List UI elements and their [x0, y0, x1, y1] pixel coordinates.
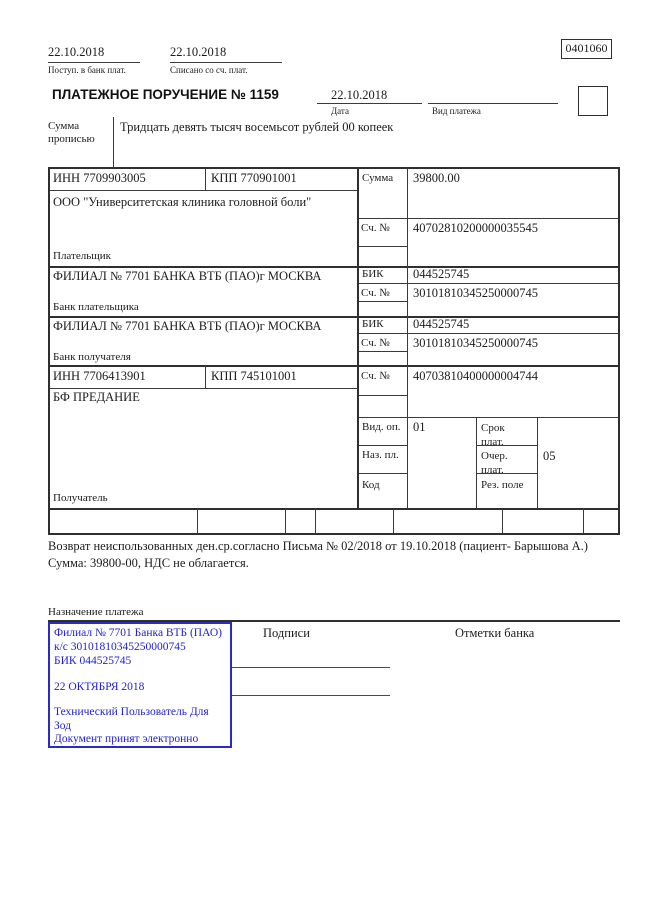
- table-border: [357, 333, 620, 334]
- form-code-box: 0401060: [561, 39, 612, 59]
- bank-marks-label: Отметки банка: [455, 626, 535, 640]
- payee-bank-bik-label: БИК: [362, 318, 384, 330]
- amount-label: Сумма: [362, 172, 394, 184]
- amount-value: 39800.00: [413, 171, 460, 185]
- payee-account-label: Сч. №: [361, 370, 390, 382]
- payee-name: БФ ПРЕДАНИЕ: [53, 390, 140, 404]
- signatures-label: Подписи: [263, 626, 310, 640]
- signature-line-1: [232, 667, 390, 668]
- payee-inn: ИНН 7706413901: [53, 369, 146, 383]
- payment-type-underline: [428, 103, 558, 104]
- received-date: 22.10.2018: [48, 45, 105, 59]
- tax-row-divider: [197, 508, 198, 533]
- table-border: [476, 417, 477, 508]
- tax-row-divider: [285, 508, 286, 533]
- payee-bank-name: ФИЛИАЛ № 7701 БАНКА ВТБ (ПАО)г МОСКВА: [53, 319, 322, 333]
- amount-words-label-2: прописью: [48, 133, 95, 145]
- op-type-label: Вид. оп.: [362, 421, 401, 433]
- stamp-bik: БИК 044525745: [54, 655, 132, 667]
- payer-bank-account: 30101810345250000745: [413, 286, 538, 300]
- payment-type-label: Вид платежа: [432, 106, 481, 116]
- table-border: [48, 316, 620, 318]
- table-border: [205, 167, 206, 190]
- table-border: [407, 167, 408, 508]
- payee-account: 40703810400000004744: [413, 369, 538, 383]
- table-border: [48, 190, 357, 191]
- table-border: [48, 266, 620, 268]
- payee-section-label: Получатель: [53, 492, 108, 504]
- payer-section-label: Плательщик: [53, 250, 111, 262]
- payee-bank-section-label: Банк получателя: [53, 351, 131, 363]
- document-title: ПЛАТЕЖНОЕ ПОРУЧЕНИЕ № 1159: [52, 87, 279, 102]
- payee-bank-account: 30101810345250000745: [413, 336, 538, 350]
- debited-date-label: Списано со сч. плат.: [170, 65, 248, 75]
- table-border: [618, 167, 620, 535]
- table-border: [48, 365, 620, 367]
- payee-bank-account-label: Сч. №: [361, 337, 390, 349]
- purpose-line-2: Сумма: 39800-00, НДС не облагается.: [48, 556, 249, 570]
- table-border: [357, 218, 620, 219]
- tax-row-divider: [315, 508, 316, 533]
- table-border: [357, 395, 407, 396]
- payer-account: 40702810200000035545: [413, 221, 538, 235]
- amount-words-label-1: Сумма: [48, 120, 80, 132]
- payer-bank-bik: 044525745: [413, 267, 470, 281]
- table-border: [205, 365, 206, 388]
- table-border: [48, 167, 50, 535]
- table-border: [357, 417, 620, 418]
- table-border: [537, 417, 538, 508]
- pay-term-label: Срок плат.: [481, 422, 505, 449]
- payer-account-label: Сч. №: [361, 222, 390, 234]
- payer-name: ООО "Университетская клиника головной боли": [53, 195, 312, 209]
- table-border: [48, 388, 357, 389]
- payer-inn: ИНН 7709903005: [53, 171, 146, 185]
- table-border: [48, 167, 620, 169]
- table-border: [357, 351, 407, 352]
- reserve-field-label: Рез. поле: [481, 479, 524, 491]
- table-border: [48, 533, 620, 535]
- amount-in-words: Тридцать девять тысяч восемьсот рублей 00 копеек: [120, 120, 394, 134]
- payer-bank-section-label: Банк плательщика: [53, 301, 139, 313]
- status-checkbox: [578, 86, 608, 116]
- stamp-bank-name: Филиал № 7701 Банка ВТБ (ПАО): [54, 627, 222, 639]
- table-border: [357, 283, 620, 284]
- payer-bank-account-label: Сч. №: [361, 287, 390, 299]
- debited-date: 22.10.2018: [170, 45, 227, 59]
- op-type-value: 01: [413, 420, 426, 434]
- code-label: Код: [362, 479, 380, 491]
- priority-value: 05: [543, 449, 556, 463]
- tax-row-divider: [583, 508, 584, 533]
- stamp-date: 22 ОКТЯБРЯ 2018: [54, 681, 145, 693]
- table-border: [357, 301, 407, 302]
- purpose-code-label: Наз. пл.: [362, 449, 399, 461]
- amount-words-divider: [113, 117, 114, 167]
- received-date-underline: [48, 62, 140, 63]
- payer-kpp: КПП 770901001: [211, 171, 297, 185]
- payee-kpp: КПП 745101001: [211, 369, 297, 383]
- debited-date-underline: [170, 62, 282, 63]
- tax-row-divider: [393, 508, 394, 533]
- stamp-status: Документ принят электронно: [54, 733, 199, 745]
- tax-row-divider: [502, 508, 503, 533]
- purpose-section-label: Назначение платежа: [48, 606, 144, 618]
- table-border: [357, 445, 407, 446]
- document-date: 22.10.2018: [331, 88, 388, 102]
- stamp-corr-account: к/с 30101810345250000745: [54, 641, 186, 653]
- priority-label: Очер. плат.: [481, 450, 508, 477]
- signature-line-2: [232, 695, 390, 696]
- payer-bank-name: ФИЛИАЛ № 7701 БАНКА ВТБ (ПАО)г МОСКВА: [53, 269, 322, 283]
- payee-bank-bik: 044525745: [413, 317, 470, 331]
- date-underline: [317, 103, 422, 104]
- table-border: [48, 508, 620, 510]
- date-label: Дата: [331, 106, 349, 116]
- stamp-user: Технический Пользователь Для Зод: [54, 706, 209, 732]
- purpose-line-1: Возврат неиспользованных ден.ср.согласно Письма № 02/2018 от 19.10.2018 (пациент- Барышова А.): [48, 539, 588, 553]
- payer-bank-bik-label: БИК: [362, 268, 384, 280]
- table-border: [357, 473, 407, 474]
- received-date-label: Поступ. в банк плат.: [48, 65, 126, 75]
- table-border: [357, 246, 407, 247]
- table-border: [357, 167, 359, 508]
